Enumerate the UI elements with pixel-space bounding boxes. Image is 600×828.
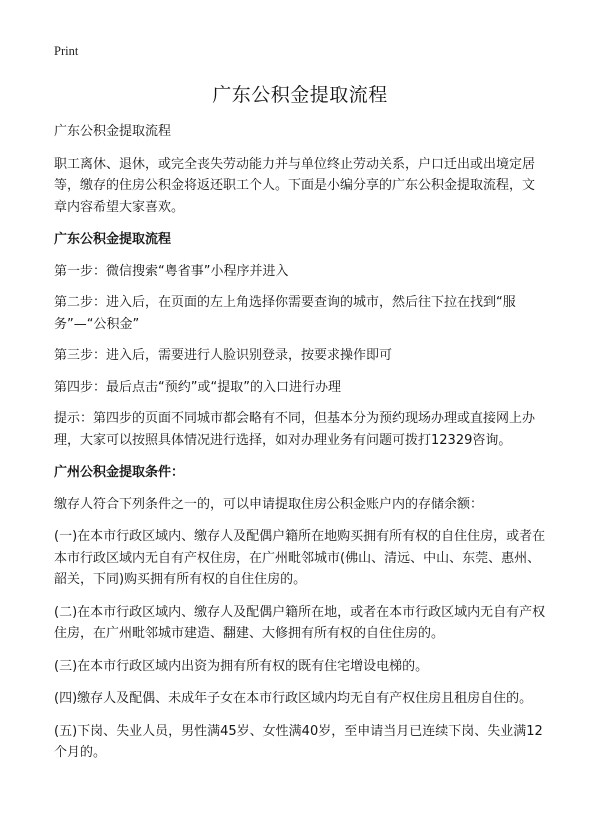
step-2: 第二步：进入后，在页面的左上角选择你需要查询的城市，然后往下拉在找到“服务”—“公积金” (54, 295, 516, 332)
conditions-intro: 缴存人符合下列条件之一的，可以申请提取住房公积金账户内的存储余额： (54, 496, 484, 512)
step-4: 第四步：最后点击“预约”或“提取”的入口进行办理 (54, 379, 341, 395)
section-heading-process: 广东公积金提取流程 (54, 232, 172, 247)
condition-1: (一)在本市行政区域内、缴存人及配偶户籍所在地购买拥有所有权的自住住房，或者在本市行政区域内无自有产权住房，在广州毗邻城市(佛山、清远、中山、东莞、惠州、韶关，下同)购买拥有所有权的自住住房的。 (54, 529, 546, 587)
section-heading-conditions: 广州公积金提取条件： (54, 465, 185, 480)
tip-paragraph: 提示：第四步的页面不同城市都会略有不同，但基本分为预约现场办理或直接网上办理，大家可以按照具体情况进行选择，如对办理业务有问题可拨打12329咨询。 (54, 411, 536, 448)
print-label: Print (54, 44, 79, 58)
condition-2: (二)在本市行政区域内、缴存人及配偶户籍所在地，或者在本市行政区域内无自有产权住房，在广州毗邻城市建造、翻建、大修拥有所有权的自住住房的。 (54, 604, 546, 641)
article-body (54, 121, 546, 775)
step-3: 第三步：进入后，需要进行人脸识别登录，按要求操作即可 (54, 348, 393, 363)
condition-5: (五)下岗、失业人员，男性满45岁、女性满40岁，至申请当月已连续下岗、失业满12个月的。 (54, 723, 543, 760)
intro-paragraph: 职工离休、退休，或完全丧失劳动能力并与单位终止劳动关系，户口迁出或出境定居等，缴存的住房公积金将返还职工个人。下面是小编分享的广东公积金提取流程，文章内容希望大家喜欢。 (54, 156, 536, 215)
article-subtitle: 广东公积金提取流程 (54, 124, 172, 139)
condition-3: (三)在本市行政区域内出资为拥有所有权的既有住宅增设电梯的。 (54, 658, 429, 674)
page-title: 广东公积金提取流程 (212, 84, 388, 106)
step-1: 第一步：微信搜索“粤省事”小程序并进入 (54, 263, 289, 279)
condition-4: (四)缴存人及配偶、未成年子女在本市行政区域内均无自有产权住房且租房自住的。 (54, 691, 533, 706)
